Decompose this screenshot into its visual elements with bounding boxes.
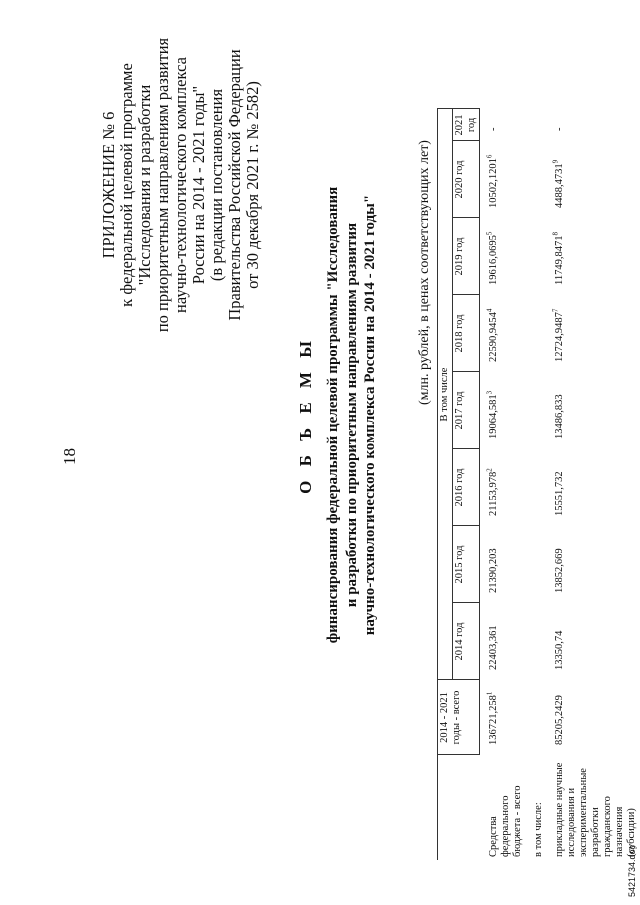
appendix-line: по приоритетным направлениям развития	[153, 37, 172, 333]
header-year: 2015 год	[453, 526, 480, 603]
header-blank-cell	[438, 755, 480, 860]
row-value: 21153,978$^2$	[485, 468, 499, 516]
header-total	[438, 680, 480, 755]
row-label: в том числе:	[532, 802, 544, 857]
row-value: -	[488, 127, 499, 131]
title-line: финансирования федеральной целевой программы "Исследования	[325, 186, 341, 644]
document-title	[296, 65, 380, 765]
row-label: Средства федерального бюджета - всего	[487, 785, 523, 857]
row-value: 4488,4731$^9$	[551, 159, 565, 208]
row-value: 19616,0695$^5$	[485, 231, 499, 285]
row-value: 22590,9454$^4$	[485, 308, 499, 362]
appendix-line: "Исследования и разработки	[135, 84, 154, 286]
header-year: 2018 год	[453, 295, 480, 372]
units-note: (млн. рублей, в ценах соответствующих лет)	[417, 140, 432, 405]
appendix-line: Правительства Российской Федерации	[225, 49, 244, 321]
table-row	[546, 109, 639, 860]
row-value: 13486,833	[553, 394, 565, 439]
header-group: В том числе	[438, 109, 453, 680]
row-value: 13852,669	[553, 548, 565, 593]
title-line: научно-технологического комплекса России на 2014 - 2021 годы"	[362, 194, 378, 636]
header-total-line: 2014 - 2021	[439, 692, 450, 743]
row-value: 21390,203	[488, 548, 499, 593]
row-value: 12724,9487$^7$	[551, 308, 565, 362]
page-number: 18	[60, 448, 79, 465]
appendix-line: к федеральной целевой программе	[117, 63, 136, 307]
appendix-line: (в редакции постановления	[207, 88, 226, 282]
title-heading: О Б Ъ Е М Ы	[296, 336, 315, 494]
footer-filename: 5421734.doc	[627, 844, 637, 897]
title-line: и разработки по приоритетным направлениям развития	[343, 222, 360, 608]
row-value: 11749,8471$^8$	[551, 232, 565, 285]
row-value: 22403,361	[488, 625, 499, 670]
row-total: 85205,2429	[553, 695, 565, 745]
header-year: 2017 год	[453, 372, 480, 449]
table-row	[480, 109, 525, 860]
appendix-block	[100, 25, 262, 345]
table-row	[525, 109, 546, 860]
header-year: 2020 год	[453, 141, 480, 218]
row-value: 15551,732	[553, 471, 565, 516]
row-value: 19064,581$^3$	[485, 390, 499, 439]
appendix-line: России на 2014 - 2021 годы"	[189, 85, 208, 285]
header-total-line: годы - всего	[451, 690, 462, 745]
appendix-line: ПРИЛОЖЕНИЕ № 6	[99, 111, 118, 259]
appendix-line: научно-технологического комплекса	[171, 57, 190, 313]
row-value: 10502,1201$^6$	[485, 154, 499, 208]
appendix-line: от 30 декабря 2021 г. № 2582)	[243, 81, 262, 289]
row-total: 136721,258$^1$	[485, 691, 499, 745]
funding-table	[437, 109, 639, 861]
header-year: 2016 год	[453, 449, 480, 526]
header-year: 2019 год	[453, 218, 480, 295]
row-label: прикладные научные исследования и экспериментальные разработки гражданского назначения (субсидии)	[553, 762, 637, 857]
row-value: -	[553, 127, 565, 131]
table-header-row	[438, 109, 453, 860]
header-year: 2021 год	[453, 109, 480, 141]
row-value: 13350,74	[553, 630, 565, 670]
header-year: 2014 год	[453, 603, 480, 680]
